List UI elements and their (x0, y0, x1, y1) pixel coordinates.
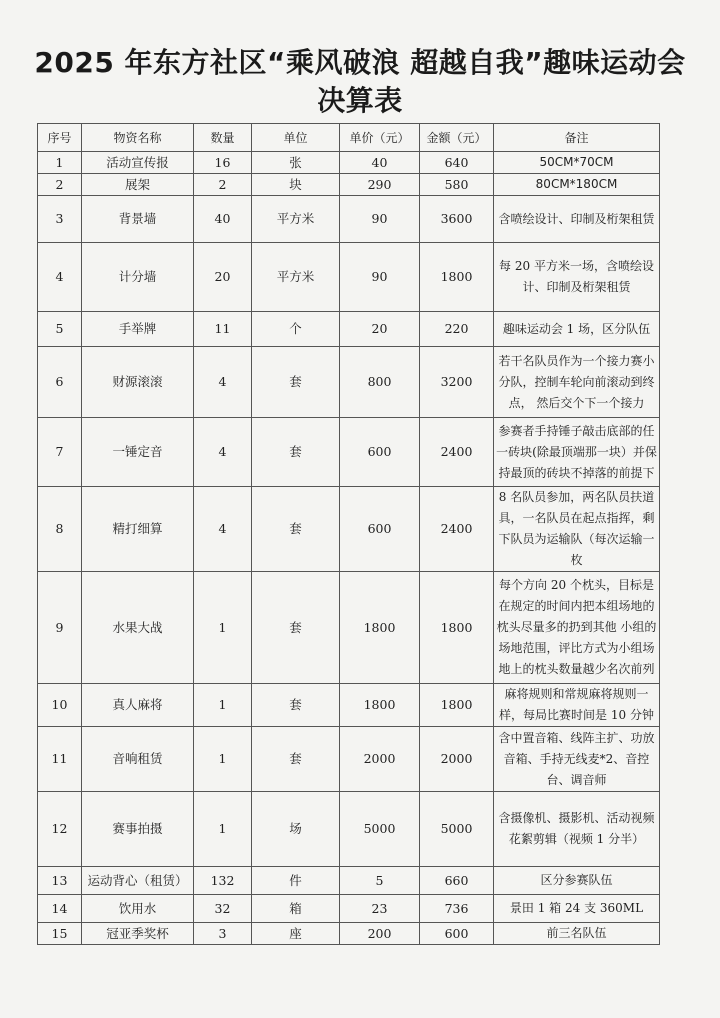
cell-amount: 2000 (420, 727, 494, 792)
cell-amount: 736 (420, 895, 494, 923)
table-row (38, 243, 660, 312)
table-row (38, 867, 660, 895)
cell-qty: 1 (194, 572, 252, 684)
cell-name: 冠亚季奖杯 (82, 923, 194, 945)
cell-name: 水果大战 (82, 572, 194, 684)
cell-qty: 3 (194, 923, 252, 945)
cell-amount: 1800 (420, 243, 494, 312)
cell-no: 4 (38, 243, 82, 312)
table-row (38, 347, 660, 418)
cell-qty: 1 (194, 684, 252, 727)
header-unit: 单位 (252, 124, 340, 152)
cell-no: 11 (38, 727, 82, 792)
cell-no: 5 (38, 312, 82, 347)
cell-price: 40 (340, 152, 420, 174)
cell-no: 12 (38, 792, 82, 867)
cell-unit: 套 (252, 418, 340, 487)
cell-qty: 4 (194, 487, 252, 572)
cell-unit: 座 (252, 923, 340, 945)
cell-unit: 件 (252, 867, 340, 895)
cell-name: 手举牌 (82, 312, 194, 347)
cell-note: 前三名队伍 (494, 923, 660, 945)
table-row (38, 418, 660, 487)
cell-unit: 套 (252, 347, 340, 418)
cell-unit: 个 (252, 312, 340, 347)
cell-note: 80CM*180CM (494, 174, 660, 196)
cell-no: 10 (38, 684, 82, 727)
cell-price: 600 (340, 487, 420, 572)
cell-name: 饮用水 (82, 895, 194, 923)
cell-note: 区分参赛队伍 (494, 867, 660, 895)
cell-price: 90 (340, 196, 420, 243)
header-note: 备注 (494, 124, 660, 152)
cell-qty: 32 (194, 895, 252, 923)
cell-name: 活动宣传报 (82, 152, 194, 174)
table-row (38, 684, 660, 727)
cell-qty: 11 (194, 312, 252, 347)
cell-price: 290 (340, 174, 420, 196)
cell-price: 5 (340, 867, 420, 895)
cell-note: 含中置音箱、线阵主扩、功放音箱、手持无线麦*2、音控台、调音师 (494, 727, 660, 792)
cell-no: 2 (38, 174, 82, 196)
cell-qty: 16 (194, 152, 252, 174)
cell-qty: 132 (194, 867, 252, 895)
cell-unit: 张 (252, 152, 340, 174)
cell-note: 景田 1 箱 24 支 360ML (494, 895, 660, 923)
cell-note: 趣味运动会 1 场，区分队伍 (494, 312, 660, 347)
cell-unit: 套 (252, 487, 340, 572)
cell-name: 计分墙 (82, 243, 194, 312)
cell-price: 20 (340, 312, 420, 347)
cell-qty: 2 (194, 174, 252, 196)
table-row (38, 196, 660, 243)
header-name: 物资名称 (82, 124, 194, 152)
cell-note: 麻将规则和常规麻将规则一样，每局比赛时间是 10 分钟 (494, 684, 660, 727)
cell-qty: 4 (194, 347, 252, 418)
cell-price: 1800 (340, 572, 420, 684)
cell-unit: 箱 (252, 895, 340, 923)
cell-unit: 块 (252, 174, 340, 196)
cell-no: 9 (38, 572, 82, 684)
cell-no: 1 (38, 152, 82, 174)
cell-name: 一锤定音 (82, 418, 194, 487)
cell-qty: 4 (194, 418, 252, 487)
cell-qty: 1 (194, 727, 252, 792)
cell-name: 展架 (82, 174, 194, 196)
header-no: 序号 (38, 124, 82, 152)
cell-price: 23 (340, 895, 420, 923)
cell-amount: 660 (420, 867, 494, 895)
cell-name: 精打细算 (82, 487, 194, 572)
cell-unit: 套 (252, 727, 340, 792)
cell-amount: 3600 (420, 196, 494, 243)
cell-amount: 1800 (420, 572, 494, 684)
cell-no: 14 (38, 895, 82, 923)
cell-name: 赛事拍摄 (82, 792, 194, 867)
header-qty: 数量 (194, 124, 252, 152)
header-price: 单价（元） (340, 124, 420, 152)
cell-unit: 套 (252, 572, 340, 684)
cell-no: 8 (38, 487, 82, 572)
cell-amount: 580 (420, 174, 494, 196)
cell-note: 参赛者手持锤子敲击底部的任一砖块(除最顶端那一块）并保持最顶的砖块不掉落的前提下 (494, 418, 660, 487)
cell-name: 背景墙 (82, 196, 194, 243)
cell-price: 600 (340, 418, 420, 487)
cell-note: 8 名队员参加，两名队员扶道具，一名队员在起点指挥，剩下队员为运输队（每次运输一枚 (494, 487, 660, 572)
table-row (38, 727, 660, 792)
title-line-2: 决算表 (317, 84, 403, 117)
cell-price: 1800 (340, 684, 420, 727)
cell-amount: 2400 (420, 487, 494, 572)
cell-price: 90 (340, 243, 420, 312)
cell-name: 音响租赁 (82, 727, 194, 792)
cell-amount: 600 (420, 923, 494, 945)
table-row (38, 312, 660, 347)
budget-table (37, 123, 660, 945)
cell-note: 50CM*70CM (494, 152, 660, 174)
cell-amount: 2400 (420, 418, 494, 487)
cell-no: 3 (38, 196, 82, 243)
cell-unit: 平方米 (252, 196, 340, 243)
cell-no: 15 (38, 923, 82, 945)
table-row (38, 487, 660, 572)
cell-name: 真人麻将 (82, 684, 194, 727)
cell-note: 含喷绘设计、印制及桁架租赁 (494, 196, 660, 243)
cell-qty: 20 (194, 243, 252, 312)
cell-price: 200 (340, 923, 420, 945)
table-row (38, 923, 660, 945)
cell-no: 13 (38, 867, 82, 895)
cell-price: 2000 (340, 727, 420, 792)
cell-name: 财源滚滚 (82, 347, 194, 418)
cell-amount: 3200 (420, 347, 494, 418)
cell-amount: 640 (420, 152, 494, 174)
cell-unit: 场 (252, 792, 340, 867)
table-header-row (38, 124, 660, 152)
cell-note: 含摄像机、摄影机、活动视频花絮剪辑（视频 1 分半） (494, 792, 660, 867)
cell-amount: 5000 (420, 792, 494, 867)
cell-qty: 1 (194, 792, 252, 867)
table-row (38, 895, 660, 923)
table-row (38, 152, 660, 174)
title-line-1: 2025 年东方社区“乘风破浪 超越自我”趣味运动会 (34, 46, 686, 79)
cell-name: 运动背心（租赁） (82, 867, 194, 895)
cell-price: 800 (340, 347, 420, 418)
cell-note: 每 20 平方米一场，含喷绘设计、印制及桁架租赁 (494, 243, 660, 312)
cell-unit: 套 (252, 684, 340, 727)
cell-no: 6 (38, 347, 82, 418)
cell-amount: 220 (420, 312, 494, 347)
table-row (38, 572, 660, 684)
header-amount: 金额（元） (420, 124, 494, 152)
page-title (0, 44, 720, 120)
cell-qty: 40 (194, 196, 252, 243)
table-row (38, 792, 660, 867)
cell-note: 若干名队员作为一个接力赛小分队，控制车轮向前滚动到终点， 然后交个下一个接力 (494, 347, 660, 418)
table-row (38, 174, 660, 196)
cell-no: 7 (38, 418, 82, 487)
cell-note: 每个方向 20 个枕头，目标是在规定的时间内把本组场地的枕头尽量多的扔到其他 小组的场地范围，评比方式为小组场地上的枕头数量越少名次前列 (494, 572, 660, 684)
cell-unit: 平方米 (252, 243, 340, 312)
cell-amount: 1800 (420, 684, 494, 727)
cell-price: 5000 (340, 792, 420, 867)
